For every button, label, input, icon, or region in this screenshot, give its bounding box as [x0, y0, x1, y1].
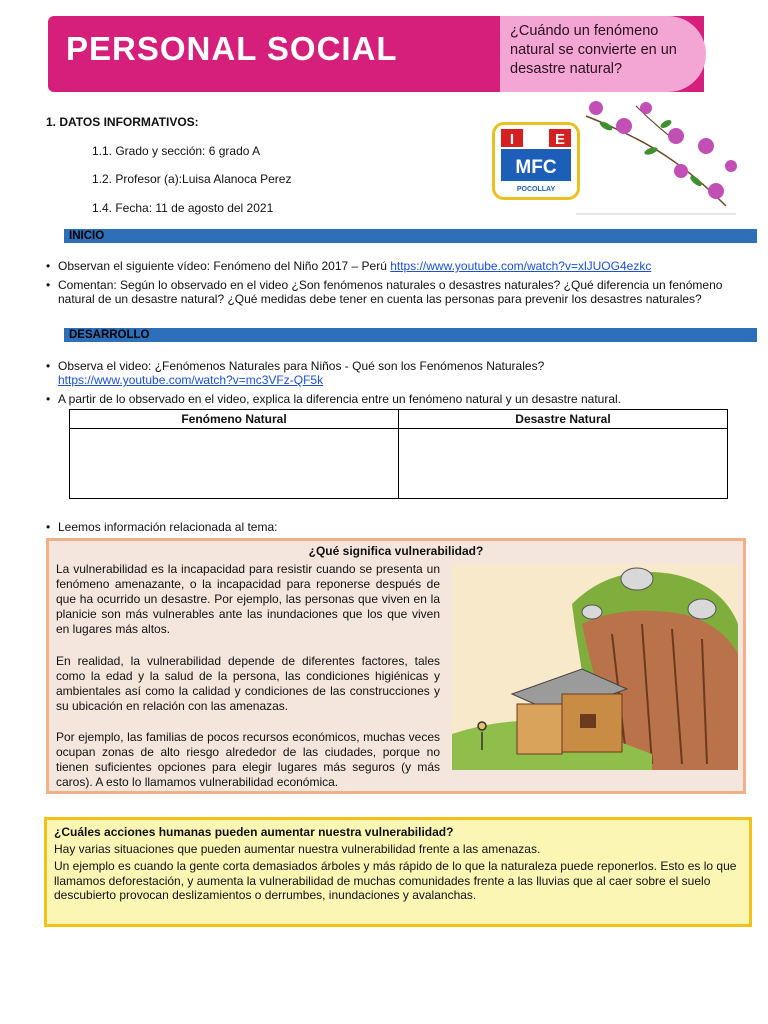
comparison-table — [69, 409, 728, 499]
table-cell-desastre[interactable] — [399, 429, 728, 499]
vulnerabilidad-p1: La vulnerabilidad es la incapacidad para resistir cuando se presenta un fenómeno amenazante, o la incapacidad para reponerse después de que ha ocurrido un desastre. Por ejemplo, las personas que viven en la planicie son más vulnerables ante las inundaciones que los que viven en lugares más altos. — [56, 562, 440, 636]
acciones-title: ¿Cuáles acciones humanas pueden aumentar nuestra vulnerabilidad? — [54, 825, 454, 839]
inicio-video-link[interactable]: https://www.youtube.com/watch?v=xlJUOG4ezkc — [390, 259, 652, 273]
list-item: • Observan el siguiente vídeo: Fenómeno del Niño 2017 – Perú https://www.youtube.com/watch?v=xlJUOG4ezkc — [46, 259, 752, 273]
datos-fecha: 1.4. Fecha: 11 de agosto del 2021 — [92, 201, 274, 215]
datos-grado: 1.1. Grado y sección: 6 grado A — [92, 144, 261, 158]
datos-heading: 1. DATOS INFORMATIVOS: — [46, 115, 199, 129]
logo-mfc: MFC — [515, 157, 557, 178]
inicio-list — [46, 259, 752, 306]
section-inicio: INICIO — [64, 229, 757, 243]
acciones-p1: Hay varias situaciones que pueden aumentar nuestra vulnerabilidad frente a las amenazas. — [54, 842, 541, 856]
vulnerabilidad-p3: Por ejemplo, las familias de pocos recursos económicos, muchas veces ocupan zonas de alto riesgo alrededor de las ciudades, porque no tienen suficientes opciones para elegir lugares más seguros (y más caros). A esto lo llamamos vulnerabilidad económica. — [56, 730, 440, 789]
table-header-desastre: Desastre Natural — [399, 410, 728, 429]
flowers-decoration — [576, 96, 746, 216]
landslide-house-illustration — [452, 564, 738, 770]
desarrollo-video-link[interactable]: https://www.youtube.com/watch?v=mc3VFz-QF5k — [58, 373, 324, 387]
list-item: • A partir de lo observado en el video, explica la diferencia entre un fenómeno natural y un desastre natural. — [46, 392, 752, 406]
logo-letter-e: E — [554, 131, 566, 148]
acciones-p2: Un ejemplo es cuando la gente corta demasiados árboles y más rápido de lo que la naturaleza puede reponerlos. Esto es lo que llamamos deforestación, y aumenta la vulnerabilidad de muchas comunidades frente a las lluvias que al caer sobre el suelo descubierto provocan deslizamientos o derrumbes, inundaciones y avalanchas. — [54, 859, 737, 902]
section-desarrollo: DESARROLLO — [64, 328, 757, 342]
table-header-fenomeno: Fenómeno Natural — [70, 410, 399, 429]
list-item: • Leemos información relacionada al tema: — [46, 520, 752, 534]
header-question: ¿Cuándo un fenómeno natural se convierte en un desastre natural? — [510, 23, 677, 77]
desarrollo-list — [46, 359, 752, 406]
datos-profesor: 1.2. Profesor (a):Luisa Alanoca Perez — [92, 172, 292, 186]
vulnerabilidad-title: ¿Qué significa vulnerabilidad? — [308, 544, 484, 558]
leemos-list — [46, 520, 752, 534]
school-logo — [492, 122, 580, 200]
list-item: • Observa el video: ¿Fenómenos Naturales para Niños - Qué son los Fenómenos Naturales? https://www.youtube.com/watch?v=mc3VFz-QF5k — [46, 359, 752, 387]
list-item: • Comentan: Según lo observado en el video ¿Son fenómenos naturales o desastres naturales? ¿Qué diferencia un fenómeno natural de un desastre natural? ¿Qué medidas debe tener en cuenta las personas para prevenir los desastres naturales? — [46, 278, 752, 306]
page-title: PERSONAL SOCIAL — [66, 30, 398, 67]
table-cell-fenomeno[interactable] — [70, 429, 399, 499]
logo-letter-i: I — [509, 131, 515, 148]
logo-name: POCOLLAY — [516, 186, 556, 193]
vulnerabilidad-p2: En realidad, la vulnerabilidad depende de diferentes factores, tales como la edad y la salud de la persona, las condiciones higiénicas y ambientales así como la calidad y condiciones de las construcciones y su ubicación en relación con las amenazas. — [56, 654, 440, 713]
